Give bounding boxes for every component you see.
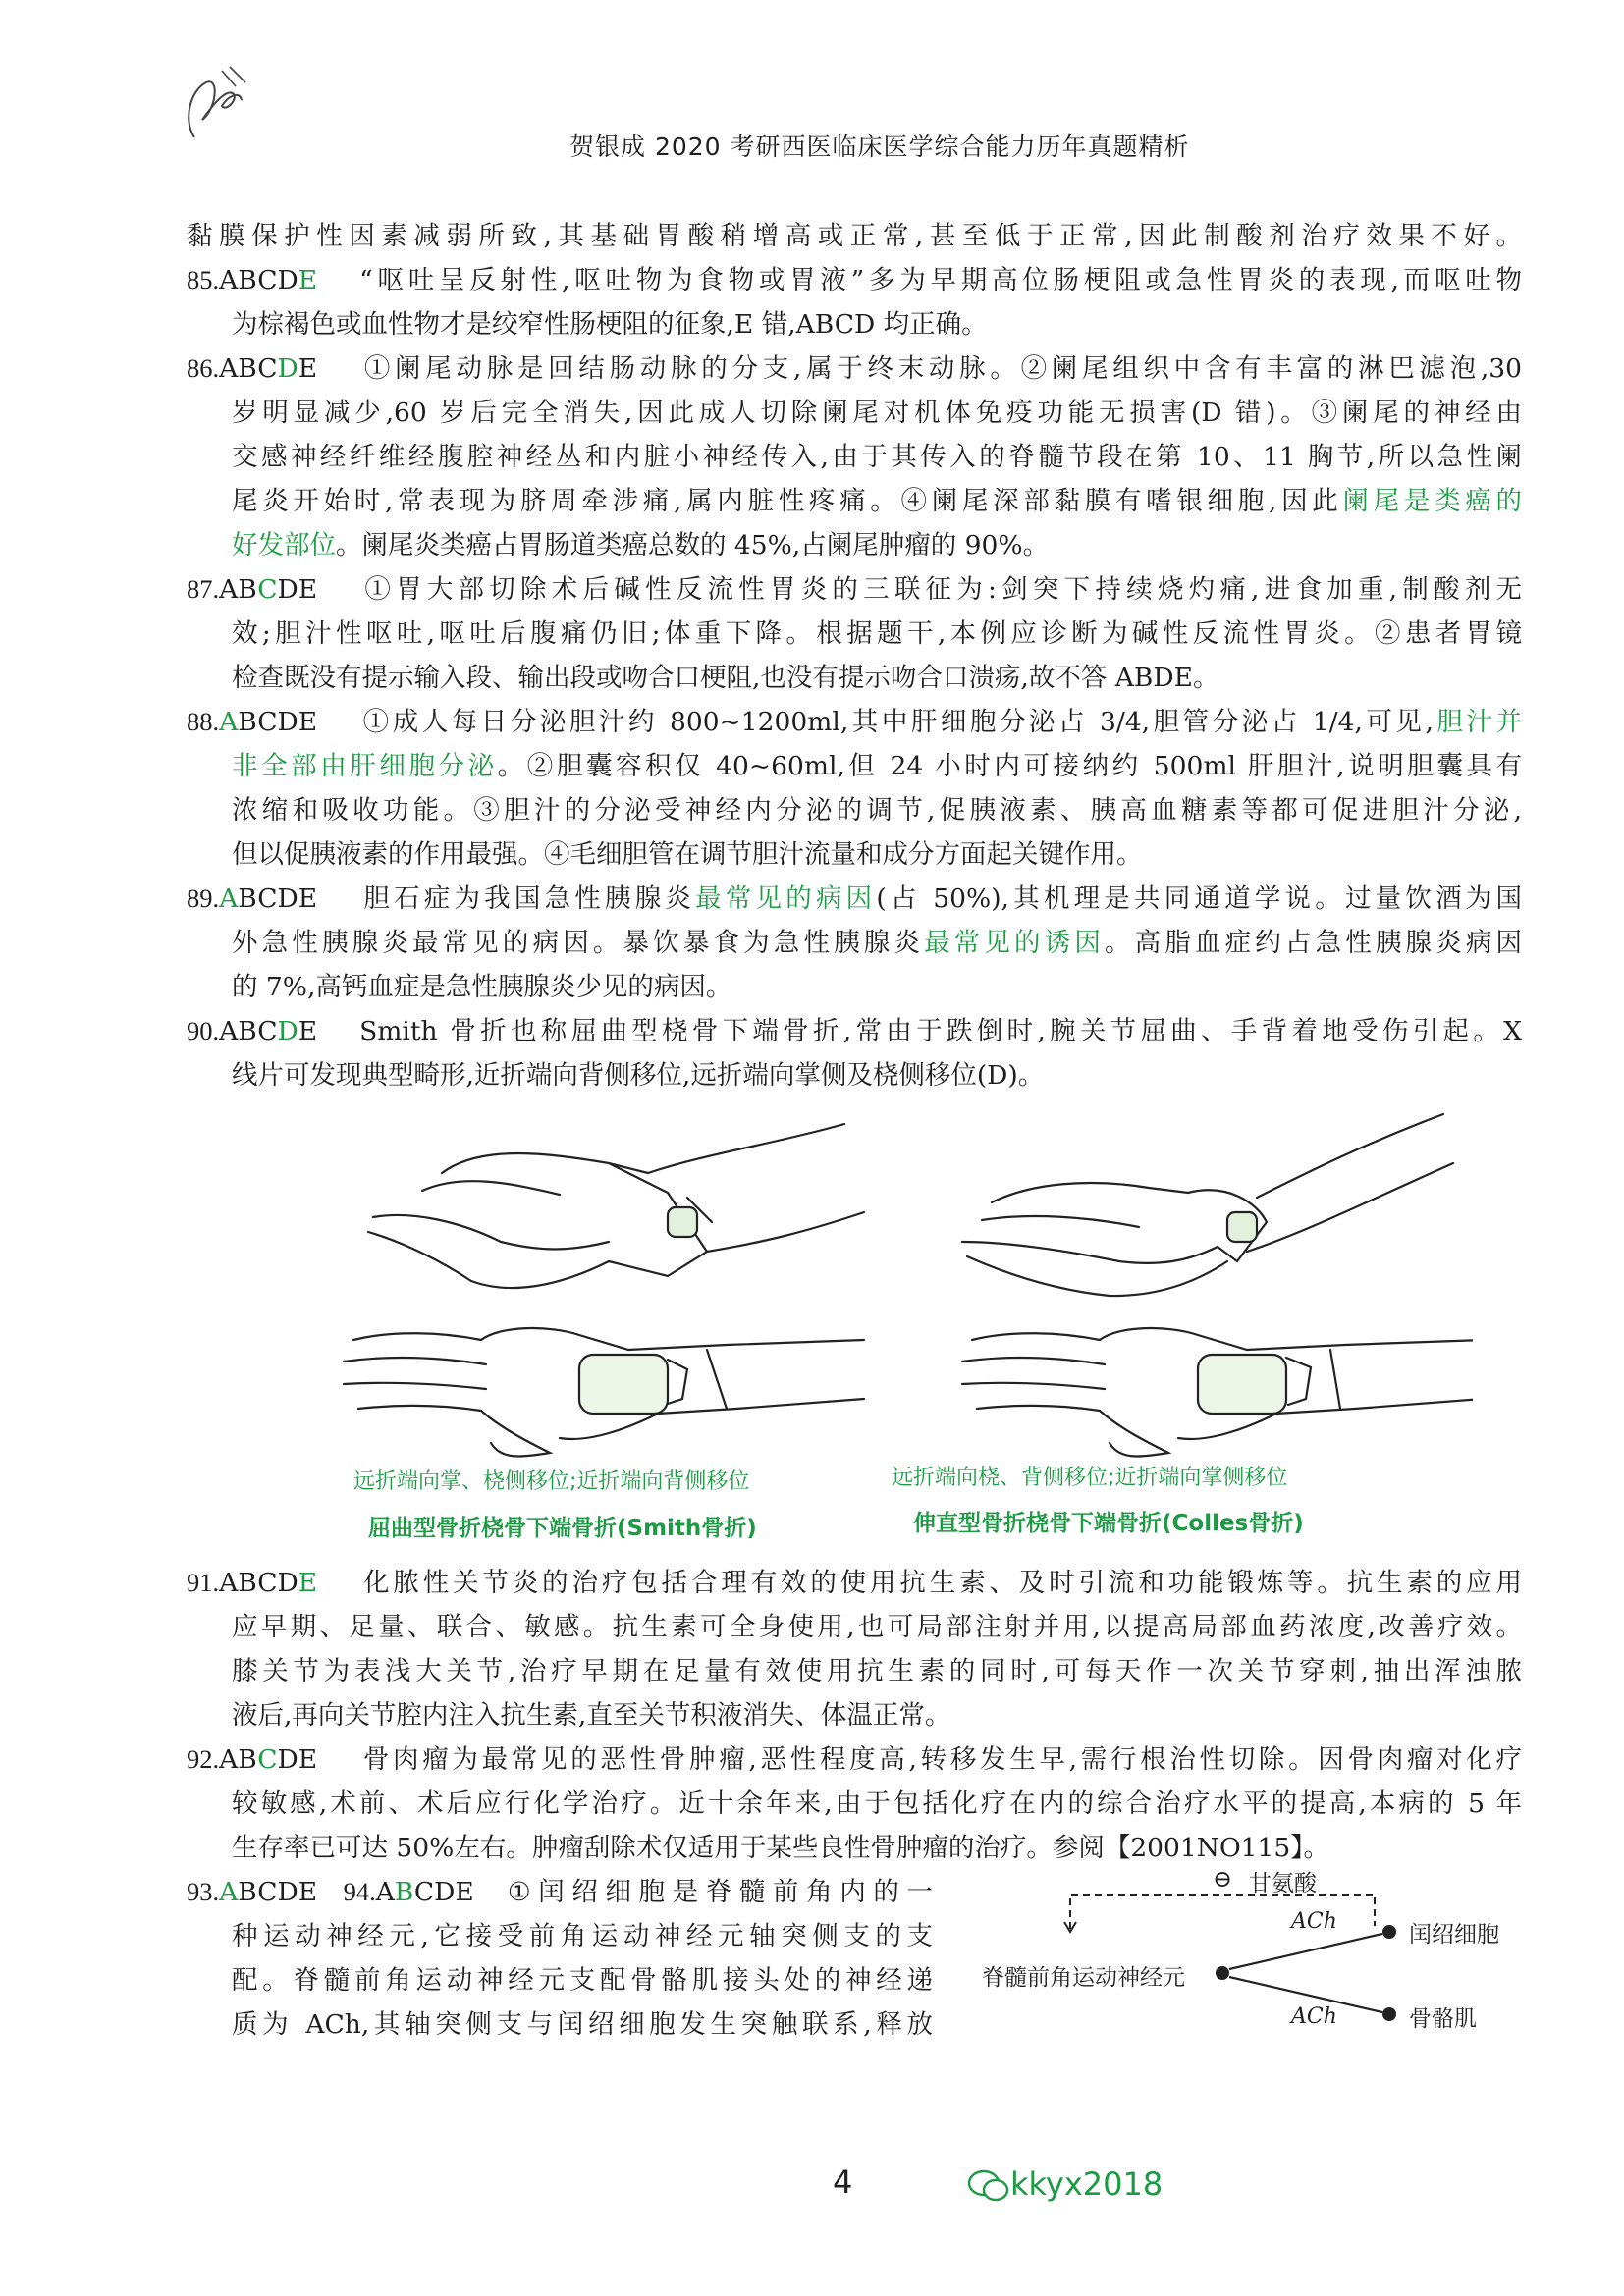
renshaw-node <box>1382 1925 1396 1939</box>
ach-label-1: ACh <box>1291 1909 1337 1934</box>
q90-line1: 90.ABCDE Smith 骨折也称屈曲型桡骨下端骨折,常由于跌倒时,腕关节屈曲、手背着地受伤引起。X <box>187 1009 1522 1053</box>
q94-options: ABCDE <box>375 1877 474 1907</box>
q93-line3: 配。脊髓前角运动神经元支配骨骼肌接头处的神经递 <box>232 1965 933 1996</box>
smith-dorsal-hand <box>344 1328 864 1457</box>
handwritten-signature <box>177 61 255 153</box>
q90-options: ABCDE <box>219 1016 318 1046</box>
glycine-label: 甘氨酸 <box>1249 1871 1317 1896</box>
answer-body <box>187 214 1522 1097</box>
q88-line3: 浓缩和吸收功能。③胆汁的分泌受神经内分泌的调节,促胰液素、胰高血糖素等都可促进胆汁分泌, <box>232 795 1522 826</box>
colles-caption: 远折端向桡、背侧移位;近折端向掌侧移位 <box>892 1466 1288 1490</box>
muscle-label: 骨骼肌 <box>1409 2006 1477 2032</box>
q88-line4: 但以促胰液素的作用最强。④毛细胆管在调节胆汁流量和成分方面起关键作用。 <box>232 839 1143 870</box>
page-number: 4 <box>833 2163 853 2201</box>
q87-line3: 检查既没有提示输入段、输出段或吻合口梗阻,也没有提示吻合口溃疡,故不答 ABDE。 <box>232 663 1219 693</box>
q91-line2: 应早期、足量、联合、敏感。抗生素可全身使用,也可局部注射并用,以提高局部血药浓度,改善疗效。 <box>232 1612 1522 1642</box>
q86-line2: 岁明显减少,60 岁后完全消失,因此成人切除阑尾对机体免疫功能无损害(D 错)。③阑尾的神经由 <box>232 398 1522 428</box>
q91-line3: 膝关节为表浅大关节,治疗早期在足量有效使用抗生素的同时,可每天作一次关节穿刺,抽出浑浊脓 <box>232 1656 1522 1686</box>
q93-options: ABCDE <box>219 1877 318 1907</box>
q93-line2: 种运动神经元,它接受前角运动神经元轴突侧支的支 <box>232 1921 933 1951</box>
q90-line2: 线片可发现典型畸形,近折端向背侧移位,远折端向掌侧及桡侧移位(D)。 <box>232 1060 1045 1091</box>
q92-options: ABCDE <box>219 1744 318 1775</box>
smith-lateral-hand <box>368 1124 864 1288</box>
renshaw-diagram <box>972 1865 1522 2061</box>
renshaw-label: 闰绍细胞 <box>1409 1922 1499 1948</box>
q87-options: ABCDE <box>219 574 318 605</box>
q85-options: ABCDE <box>219 265 318 295</box>
q88-line1: 88.ABCDE ①成人每日分泌胆汁约 800~1200ml,其中肝细胞分泌占 3/4,胆管分泌占 1/4,可见,胆汁并 <box>187 700 1522 744</box>
q84-tail: 黏膜保护性因素减弱所致,其基础胃酸稍增高或正常,甚至低于正常,因此制酸剂治疗效果不好。 <box>187 221 1522 251</box>
wrist-fracture-figure <box>314 1104 1473 1556</box>
q93-line1: 93.ABCDE 94.ABCDE ①闰绍细胞是脊髓前角内的一 <box>187 1877 933 1907</box>
q91-line4: 液后,再向关节腔内注入抗生素,直至关节积液消失、体温正常。 <box>232 1700 951 1731</box>
q86-line5: 好发部位。阑尾炎类癌占胃肠道类癌总数的 45%,占阑尾肿瘤的 90%。 <box>232 530 1050 561</box>
q86-options: ABCDE <box>219 353 318 384</box>
colles-title: 伸直型骨折桡骨下端骨折(Colles骨折) <box>913 1511 1304 1536</box>
smith-title: 屈曲型骨折桡骨下端骨折(Smith骨折) <box>368 1516 757 1541</box>
q92-line1: 92.ABCDE 骨肉瘤为最常见的恶性骨肿瘤,恶性程度高,转移发生早,需行根治性切除。因骨肉瘤对化疗 <box>187 1737 1522 1782</box>
q92-line2: 较敏感,术前、术后应行化学治疗。近十余年来,由于包括化疗在内的综合治疗水平的提高,本病的 5 年 <box>232 1789 1522 1819</box>
q88-line2: 非全部由肝细胞分泌。②胆囊容积仅 40~60ml,但 24 小时内可接纳约 500ml 肝胆汁,说明胆囊具有 <box>232 751 1523 781</box>
q89-line3: 的 7%,高钙血症是急性胰腺炎少见的病因。 <box>232 972 732 1002</box>
q92-line3: 生存率已可达 50%左右。肿瘤刮除术仅适用于某些良性骨肿瘤的治疗。参阅【2001NO115】。 <box>232 1833 1330 1863</box>
q87-line2: 效;胆汁性呕吐,呕吐后腹痛仍旧;体重下降。根据题干,本例应诊断为碱性反流性胃炎。②患者胃镜 <box>232 618 1522 649</box>
q85-line1: 85.ABCDE “呕吐呈反射性,呕吐物为食物或胃液”多为早期高位肠梗阻或急性胃炎的表现,而呕吐物 <box>187 258 1522 302</box>
running-header: 贺银成 2020 考研西医临床医学综合能力历年真题精析 <box>569 133 1190 161</box>
q86-line1: 86.ABCDE ①阑尾动脉是回结肠动脉的分支,属于终末动脉。②阑尾组织中含有丰富的淋巴滤泡,30 <box>187 347 1522 391</box>
q91-options: ABCDE <box>219 1568 318 1598</box>
q93-line4: 质为 ACh,其轴突侧支与闰绍细胞发生突触联系,释放 <box>232 2009 933 2040</box>
q91-line1: 91.ABCDE 化脓性关节炎的治疗包括合理有效的使用抗生素、及时引流和功能锻炼等。抗生素的应用 <box>187 1561 1522 1605</box>
muscle-node <box>1382 2007 1396 2021</box>
q86-line4: 尾炎开始时,常表现为脐周牵涉痛,属内脏性疼痛。④阑尾深部黏膜有嗜银细胞,因此阑尾是类癌的 <box>232 486 1522 516</box>
hand-illustrations <box>314 1104 1473 1477</box>
q85-line2: 为棕褐色或血性物才是绞窄性肠梗阻的征象,E 错,ABCD 均正确。 <box>232 309 988 340</box>
wechat-footer: kkyx2018 <box>967 2165 1163 2204</box>
q86-line3: 交感神经纤维经腹腔神经丛和内脏小神经传入,由于其传入的脊髓节段在第 10、11 胸节,所以急性阑 <box>232 442 1522 472</box>
q87-line1: 87.ABCDE ①胃大部切除术后碱性反流性胃炎的三联征为:剑突下持续烧灼痛,进食加重,制酸剂无 <box>187 567 1522 612</box>
q89-line2: 外急性胰腺炎最常见的病因。暴饮暴食为急性胰腺炎最常见的诱因。高脂血症约占急性胰腺炎病因 <box>232 928 1523 958</box>
colles-lateral-hand <box>962 1114 1453 1296</box>
wechat-icon <box>967 2168 1010 2204</box>
q89-line1: 89.ABCDE 胆石症为我国急性胰腺炎最常见的病因(占 50%),其机理是共同通道学说。过量饮酒为国 <box>187 877 1522 921</box>
ach-label-2: ACh <box>1291 2004 1337 2029</box>
source-neuron-label: 脊髓前角运动神经元 <box>982 1965 1185 1991</box>
q89-options: ABCDE <box>219 883 318 914</box>
smith-caption: 远折端向掌、桡侧移位;近折端向背侧移位 <box>353 1469 750 1494</box>
q88-options: ABCDE <box>219 707 318 737</box>
inhibit-icon: ⊖ <box>1213 1865 1233 1893</box>
colles-dorsal-hand <box>962 1328 1473 1457</box>
